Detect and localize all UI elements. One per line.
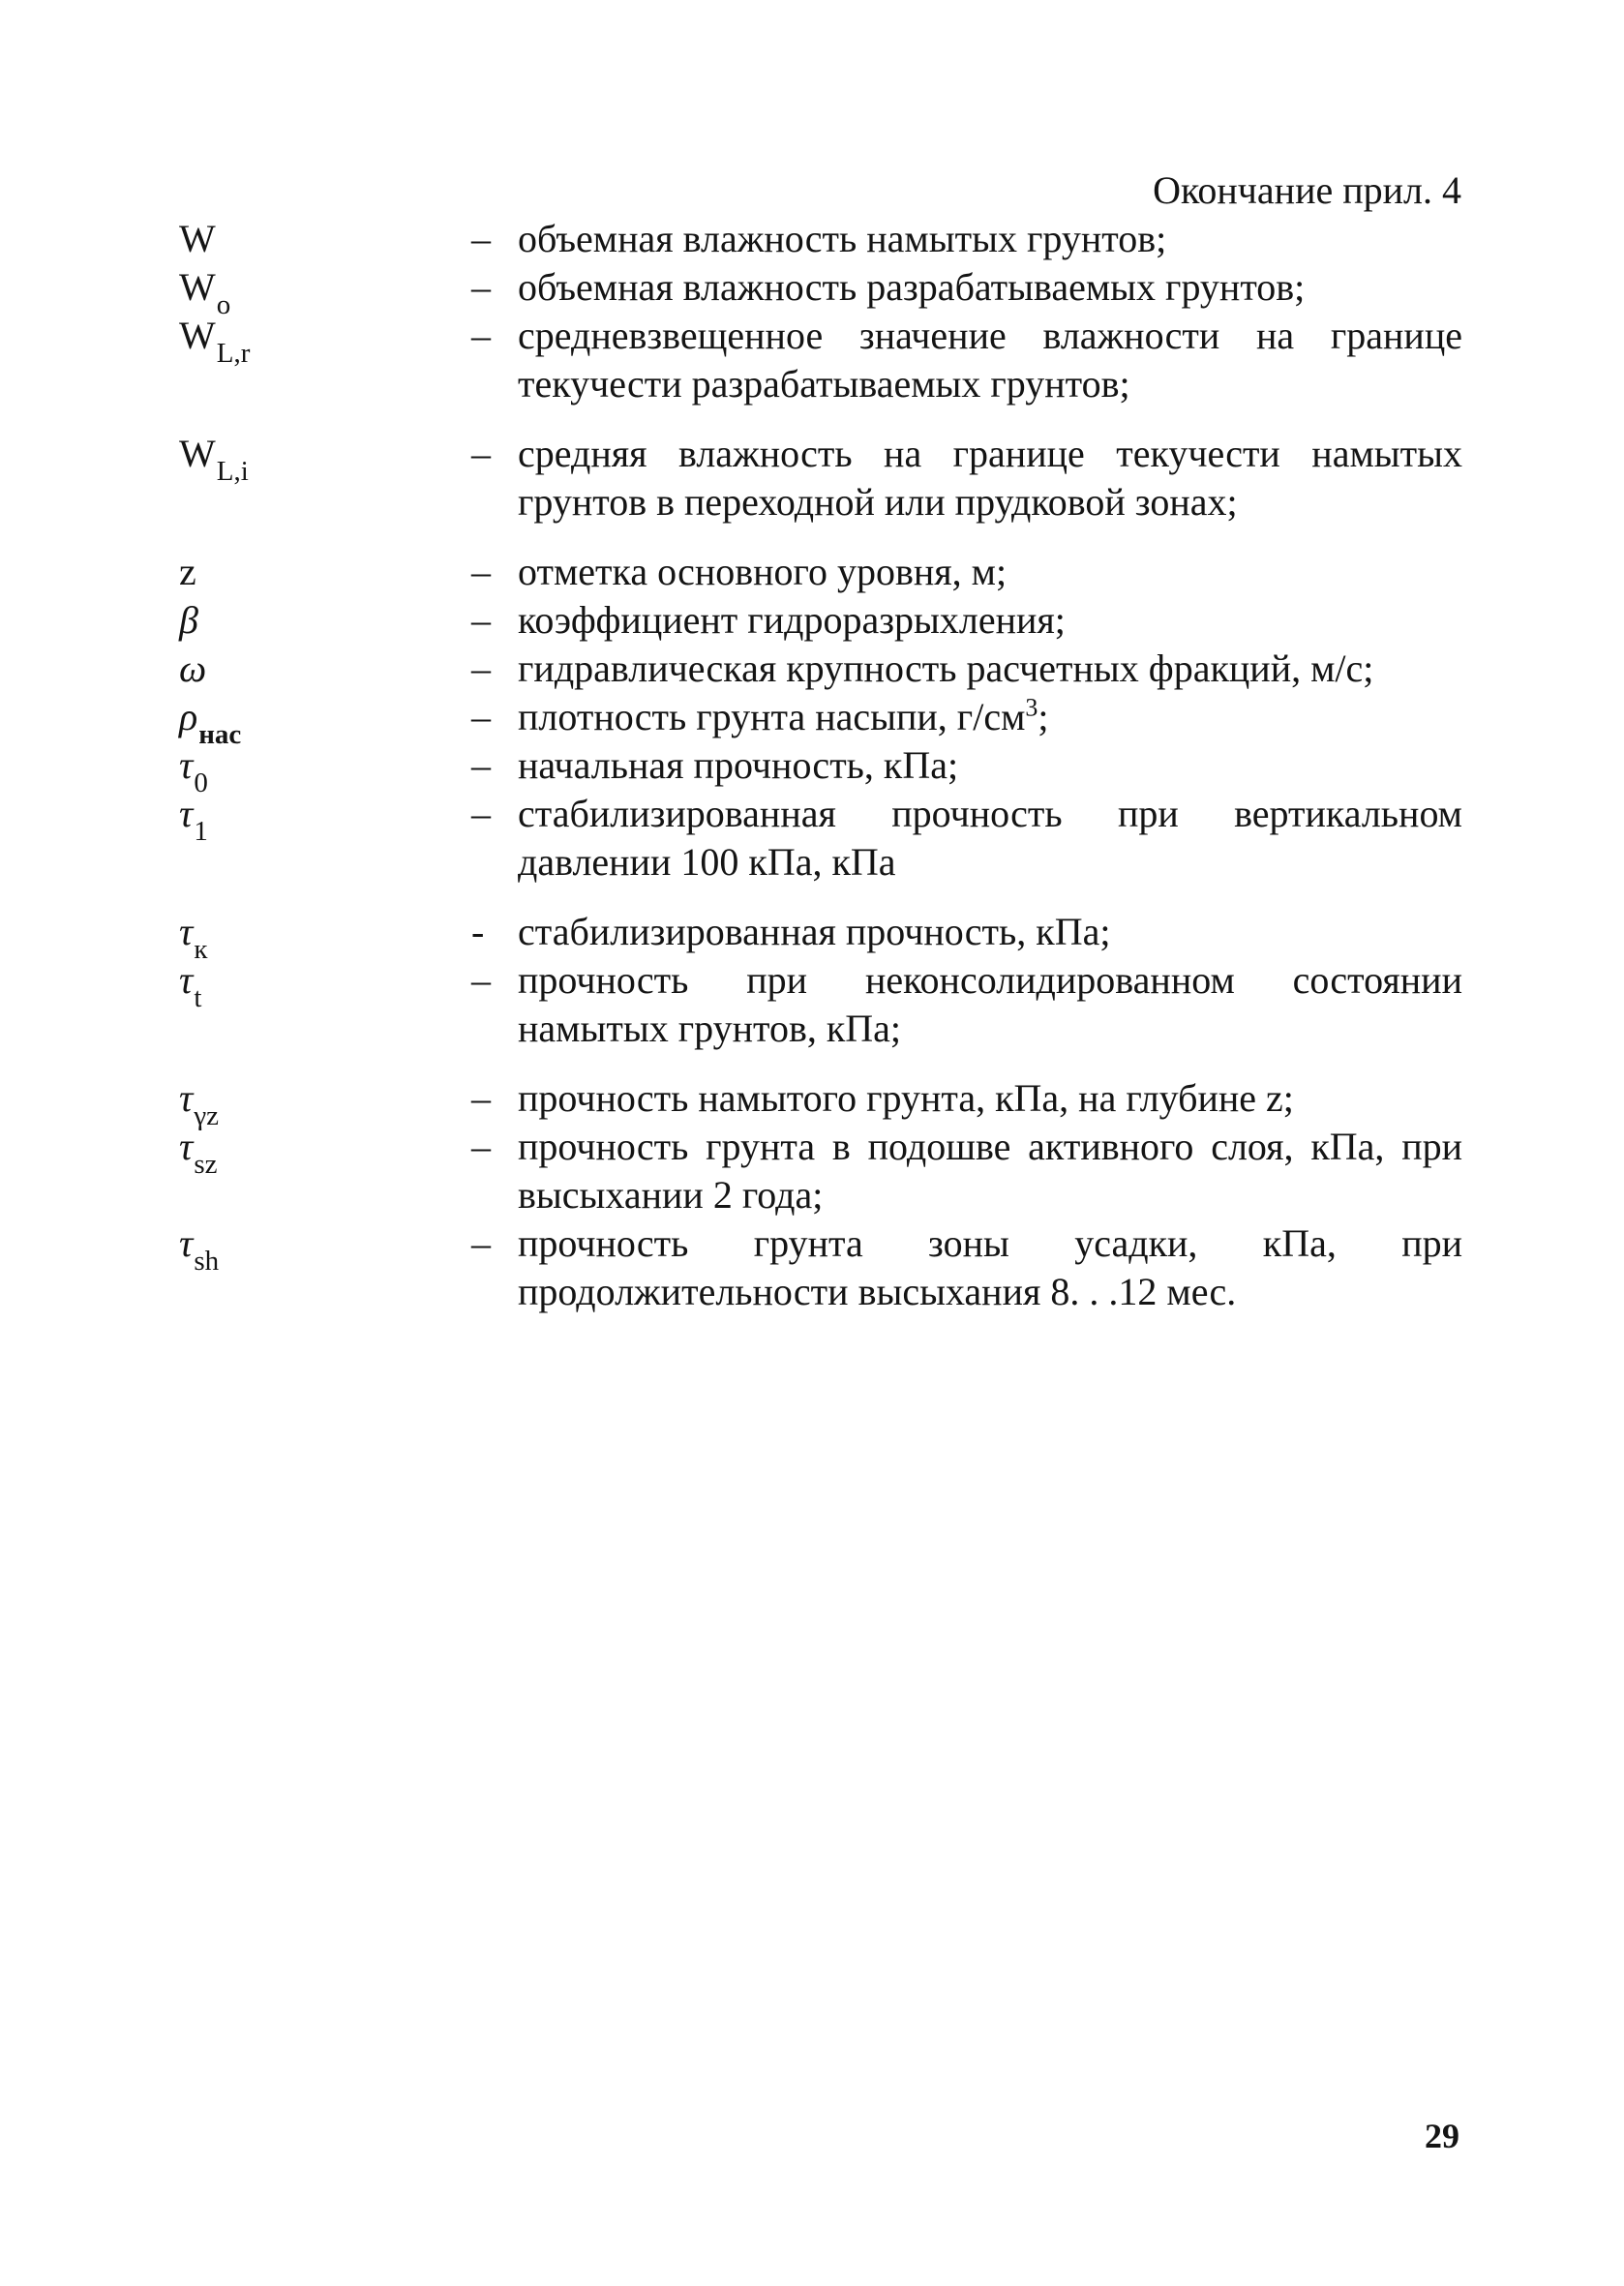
symbol: $\rho_{нас}$ <box>179 695 242 750</box>
dash-separator: – <box>471 792 491 835</box>
dash-separator: – <box>471 1125 491 1168</box>
definition-text: прочность намытого грунта, кПа, на глубине z; <box>518 1076 1294 1120</box>
symbol: $\tau_{\gamma z}$ <box>179 1076 220 1131</box>
symbol: $W_{L,r}$ <box>179 314 251 369</box>
symbol: z <box>179 550 196 593</box>
definition-entry-tau-1 <box>179 790 1462 887</box>
dash-separator: – <box>471 217 491 260</box>
definition-text: отметка основного уровня, м; <box>518 550 1007 593</box>
definition-entry-w <box>179 215 1462 263</box>
dash-separator: – <box>471 432 491 475</box>
symbol: $\tau_0$ <box>179 743 208 798</box>
definition-entry-w-li <box>179 430 1462 526</box>
symbol: $W_{L,i}$ <box>179 432 249 487</box>
definition-text: плотность грунта насыпи, $г/см^3$; <box>518 693 1049 738</box>
symbol-definition-list <box>179 215 1462 1316</box>
definition-entry-w-o <box>179 263 1462 320</box>
dash-separator: – <box>471 1221 491 1265</box>
definition-entry-tau-sz <box>179 1123 1462 1219</box>
definition-entry-rho-nas <box>179 693 1462 750</box>
dash-separator: - <box>471 910 485 953</box>
dash-separator: – <box>471 1076 491 1120</box>
symbol: $\tau_t$ <box>179 958 202 1013</box>
definition-text: объемная влажность разрабатываемых грунтов; <box>518 265 1306 309</box>
definition-entry-w-lr <box>179 312 1462 408</box>
appendix-continuation-heading: Окончание прил. 4 <box>1153 168 1461 212</box>
dash-separator: – <box>471 550 491 593</box>
definition-entry-tau-t <box>179 956 1462 1053</box>
definition-text: прочность грунта в подошве активного слоя, кПа, при высыхании 2 года; <box>518 1125 1462 1217</box>
dash-separator: – <box>471 958 491 1002</box>
definition-entry-omega <box>179 645 1462 693</box>
symbol: $\tau_1$ <box>179 792 208 847</box>
definition-text: стабилизированная прочность при вертикальном давлении 100 кПа, кПа <box>518 792 1462 884</box>
symbol: W <box>179 217 216 260</box>
symbol: ω <box>179 647 207 690</box>
dash-separator: – <box>471 695 491 738</box>
definition-entry-tau-gamma-z <box>179 1074 1462 1131</box>
definition-entry-tau-0 <box>179 741 1462 798</box>
definition-entry-tau-sh <box>179 1219 1462 1316</box>
superscript-exponent: 3 <box>1025 693 1038 722</box>
page-number: 29 <box>1425 2117 1459 2155</box>
definition-text: средняя влажность на границе текучести намытых грунтов в переходной или прудковой зонах; <box>518 432 1462 524</box>
definition-entry-z <box>179 548 1462 596</box>
dash-separator: – <box>471 647 491 690</box>
symbol: $\tau_{sz}$ <box>179 1125 218 1180</box>
definition-text: коэффициент гидроразрыхления; <box>518 598 1066 642</box>
definition-text: средневзвещенное значение влажности на границе текучести разрабатываемых грунтов; <box>518 314 1462 406</box>
definition-text: прочность грунта зоны усадки, кПа, при продолжительности высыхания 8. . .12 мес. <box>518 1221 1462 1313</box>
dash-separator: – <box>471 598 491 642</box>
definition-text: стабилизированная прочность, кПа; <box>518 910 1111 953</box>
definition-text: гидравлическая крупность расчетных фракций, м/с; <box>518 647 1374 690</box>
dash-separator: – <box>471 265 491 309</box>
definition-entry-tau-k <box>179 908 1462 965</box>
definition-text: прочность при неконсолидированном состоянии намытых грунтов, кПа; <box>518 958 1462 1050</box>
symbol: $\tau_к$ <box>179 910 208 965</box>
definition-text: объемная влажность намытых грунтов; <box>518 217 1167 260</box>
definition-entry-beta <box>179 596 1462 645</box>
symbol: β <box>179 598 198 642</box>
symbol: $\tau_{sh}$ <box>179 1221 220 1277</box>
definition-text: начальная прочность, кПа; <box>518 743 959 787</box>
dash-separator: – <box>471 314 491 357</box>
symbol: $W_o$ <box>179 265 231 320</box>
dash-separator: – <box>471 743 491 787</box>
